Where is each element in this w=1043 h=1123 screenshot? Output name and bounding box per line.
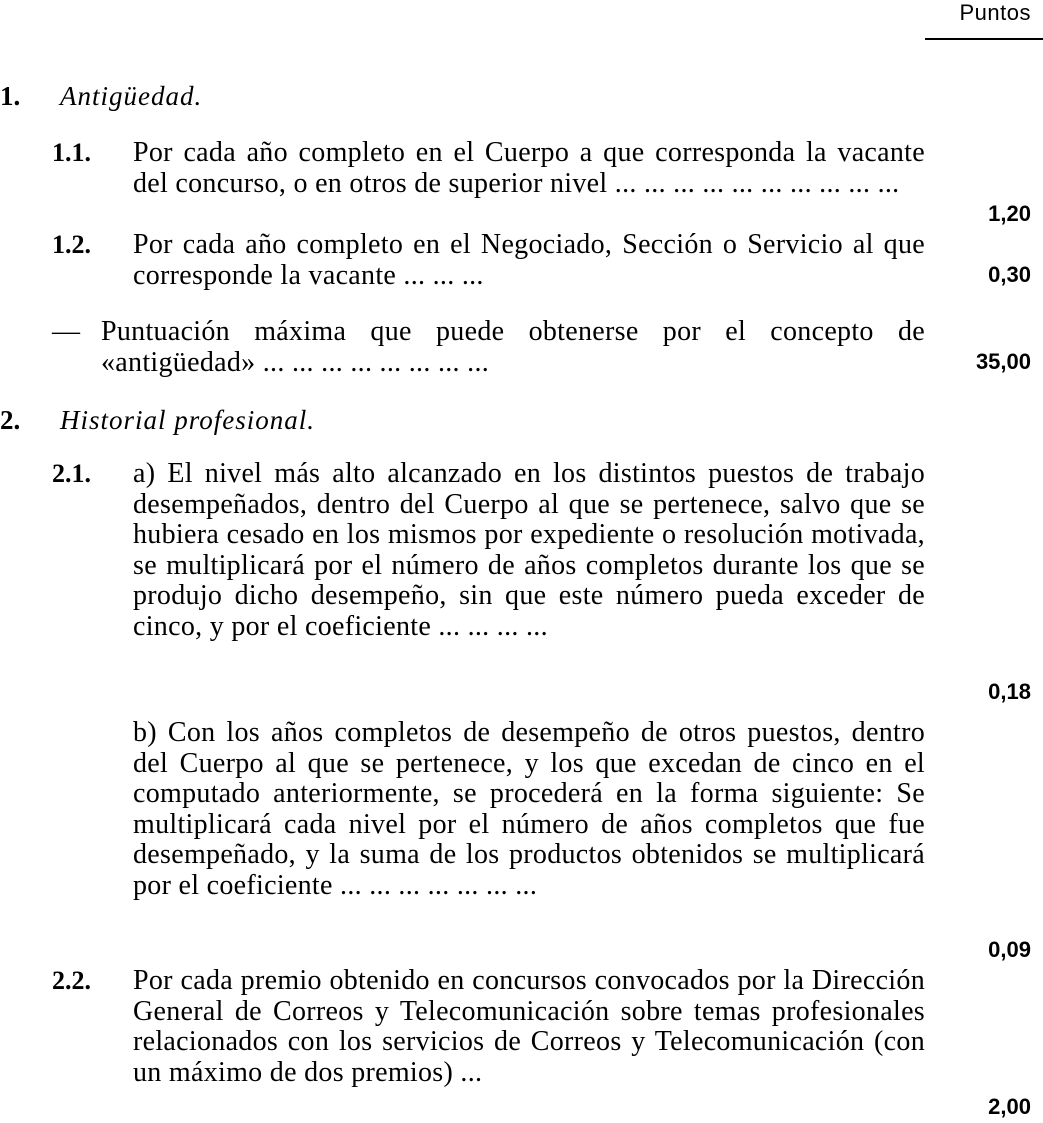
section-title: Antigüedad. (60, 81, 203, 111)
item-text-b: b) Con los años completos de desempeño de otros puestos, dentro del Cuerpo al que se pertenece, y los que excedan de cinco en el computado anteriormente, se procederá en la forma siguiente: Se multiplicará cada nivel por el número de años completos que fue desempeñado, y la suma de los productos obtenidos se multiplicará por el coeficiente ... ... ... ... ... ... ... (133, 717, 925, 901)
item-number: 2.1. (52, 459, 91, 488)
header-rule (925, 38, 1043, 40)
max-dash: — (52, 316, 80, 347)
item-points-a: 0,18 (988, 679, 1031, 704)
max-points: 35,00 (975, 349, 1031, 374)
item-text: Por cada año completo en el Cuerpo a que corresponda la vacante del concurso, o en otros de superior nivel ... ... ... ... ... ... ... ... ... ... (133, 137, 925, 199)
item-points: 1,20 (988, 201, 1031, 226)
item-number: 2.2. (52, 966, 91, 995)
item-text: Por cada año completo en el Negociado, Sección o Servicio al que corresponde la vacante ... ... ... (133, 229, 925, 291)
item-points: 2,00 (988, 1094, 1031, 1119)
item-text: Por cada premio obtenido en concursos convocados por la Dirección General de Correos y Telecomunicación sobre temas profesionales relacionados con los servicios de Correos y Telecomunicación (con un máximo de dos premios) ... (133, 965, 925, 1088)
section-title: Historial profesional. (60, 405, 316, 435)
item-number: 1.2. (52, 230, 91, 259)
max-text: Puntuación máxima que puede obtenerse por el concepto de «antigüedad» ... ... ... ... ... ... ... ... (101, 316, 925, 378)
item-text-a: a) El nivel más alto alcanzado en los distintos puestos de trabajo desempeñados, dentro del Cuerpo al que se pertenece, salvo que se hubiera cesado en los mismos por expediente o resolución motivada, se multiplicará por el número de años completos durante los que se produjo dicho desempeño, sin que este número pueda exceder de cinco, y por el coeficiente ... ... ... ... (133, 458, 925, 642)
points-column-header: Puntos (959, 0, 1031, 25)
section-number: 2. (0, 405, 21, 435)
item-number: 1.1. (52, 138, 91, 167)
item-points-b: 0,09 (988, 937, 1031, 962)
section-number: 1. (0, 81, 21, 111)
item-points: 0,30 (988, 262, 1031, 287)
